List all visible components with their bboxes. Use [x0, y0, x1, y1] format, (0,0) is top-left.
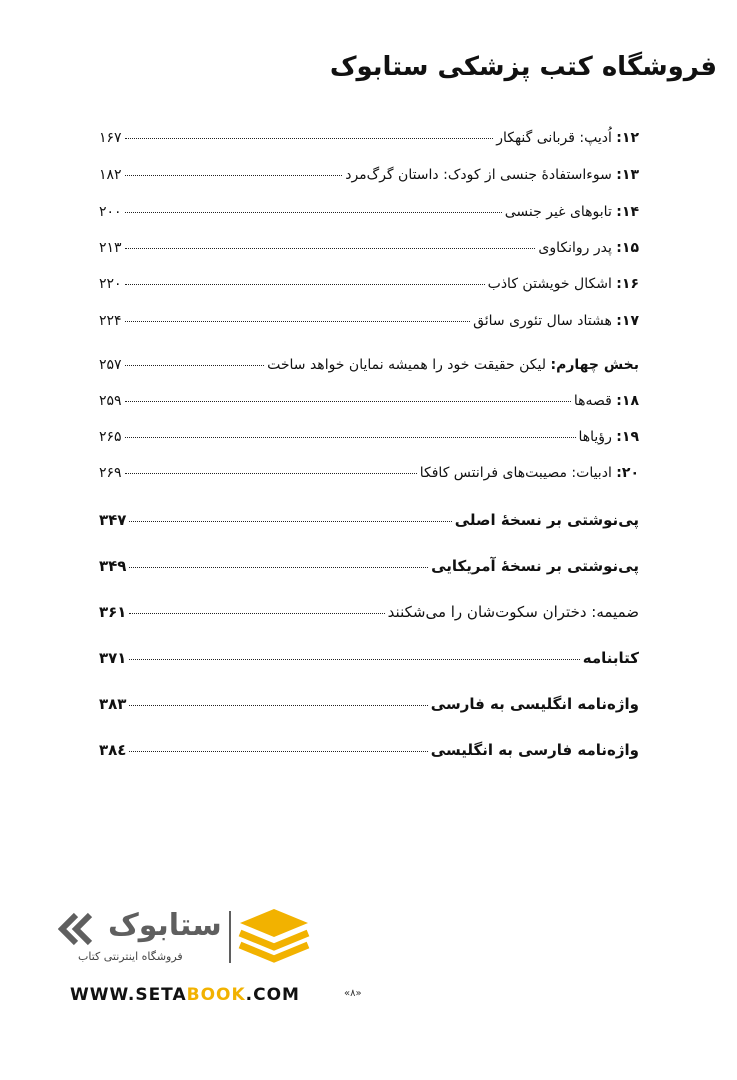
- toc-entry-page: ۳۴۷: [99, 511, 127, 529]
- toc-entry: [99, 130, 639, 146]
- toc-entry-page: ۳۶۱: [99, 603, 127, 621]
- toc-entry-number: ۱۶:: [616, 276, 639, 292]
- toc-entry-page: ۲۶۹: [99, 465, 122, 481]
- url-accent: BOOK: [186, 985, 246, 1005]
- toc-entry: [99, 204, 639, 220]
- dot-leader: [129, 567, 428, 568]
- toc-entry-page: ۲۰۰: [99, 204, 122, 220]
- toc-entry: [99, 393, 639, 409]
- toc-entry-title: پی‌نوشتی بر نسخهٔ اصلی: [454, 511, 639, 529]
- dot-leader: [129, 659, 579, 660]
- toc-entry-title: رؤیاها: [578, 429, 612, 445]
- toc-entry: [99, 649, 639, 667]
- toc-entry-number: ۱۹:: [616, 429, 639, 445]
- page-title: فروشگاه کتب پزشکی ستابوک: [329, 52, 717, 82]
- toc-entry: [99, 240, 639, 256]
- toc-entry-page: ۲۵۹: [99, 393, 122, 409]
- toc-entry: [99, 603, 639, 621]
- toc-entry-title: ضمیمه: دختران سکوت‌شان را می‌شکنند: [387, 603, 639, 621]
- dot-leader: [125, 365, 265, 366]
- toc-entry: [99, 741, 639, 759]
- logo-tagline: فروشگاه اینترنتی کتاب: [78, 950, 183, 963]
- toc-entry-number: بخش چهارم:: [550, 357, 639, 373]
- dot-leader: [125, 138, 494, 139]
- toc-entry-title: ادبیات: مصیبت‌های فرانتس کافکا: [419, 465, 612, 481]
- dot-leader: [129, 705, 427, 706]
- logo-wordmark: ستابوک: [108, 908, 222, 943]
- dot-leader: [125, 321, 471, 322]
- toc-entry-page: ۱۸۲: [99, 167, 122, 183]
- toc-entry: [99, 557, 639, 575]
- dot-leader: [129, 751, 427, 752]
- chevron-left-icon: [76, 915, 90, 943]
- toc-entry-number: ۱۳:: [616, 167, 639, 183]
- toc-entry: [99, 465, 639, 481]
- toc-entry: [99, 429, 639, 445]
- toc-entry-page: ۳۸٤: [99, 741, 127, 759]
- toc-entry: [99, 511, 639, 529]
- toc-entry-page: ۲۶۵: [99, 429, 122, 445]
- page-number: «۸»: [344, 988, 362, 999]
- toc-entry-number: ۱۴:: [616, 204, 639, 220]
- toc-entry-title: اُدیپ: قربانی گنهکار: [496, 130, 612, 146]
- toc-entry-page: ۳۷۱: [99, 649, 127, 667]
- dot-leader: [125, 248, 536, 249]
- toc-entry-page: ۲۵۷: [99, 357, 122, 373]
- toc-entry-title: هشتاد سال تئوری سائق: [473, 313, 612, 329]
- toc-entry-number: ۱۷:: [616, 313, 639, 329]
- toc-entry-title: پی‌نوشتی بر نسخهٔ آمریکایی: [431, 557, 639, 575]
- toc-entry-number: ۲۰:: [616, 465, 639, 481]
- toc-entry-title: پدر روانکاوی: [538, 240, 612, 256]
- toc-entry: [99, 167, 639, 183]
- website-url[interactable]: [70, 985, 300, 1005]
- dot-leader: [125, 175, 343, 176]
- toc-entry-title: اشکال خویشتن کاذب: [487, 276, 612, 292]
- toc-entry-title: سوءاستفادهٔ جنسی از کودک: داستان گرگ‌مرد: [345, 167, 612, 183]
- dot-leader: [129, 613, 384, 614]
- toc-entry-title: لیکن حقیقت خود را همیشه نمایان خواهد ساخت: [267, 357, 547, 373]
- url-part: .COM: [245, 985, 300, 1005]
- toc-entry: [99, 276, 639, 292]
- toc-entry-title: واژه‌نامه انگلیسی به فارسی: [430, 695, 639, 713]
- toc-entry-title: کتابنامه: [582, 649, 639, 667]
- dot-leader: [125, 212, 502, 213]
- toc-entry-number: ۱۵:: [616, 240, 639, 256]
- toc-entry-title: تابوهای غیر جنسی: [504, 204, 612, 220]
- toc-entry-number: ۱۸:: [616, 393, 639, 409]
- toc-entry: [99, 695, 639, 713]
- toc-entry-title: واژه‌نامه فارسی به انگلیسی: [430, 741, 639, 759]
- toc-entry-page: ۳۸۳: [99, 695, 127, 713]
- toc-entry: [99, 357, 639, 373]
- dot-leader: [129, 521, 451, 522]
- dot-leader: [125, 401, 571, 402]
- toc-entry-page: ۲۲۰: [99, 276, 122, 292]
- dot-leader: [125, 437, 576, 438]
- toc-entry-page: ۱۶۷: [99, 130, 122, 146]
- book-stack-icon: [240, 909, 308, 937]
- toc-entry-page: ۳۴۹: [99, 557, 127, 575]
- toc-entry-title: قصه‌ها: [573, 393, 612, 409]
- dot-leader: [125, 284, 485, 285]
- toc-entry: [99, 313, 639, 329]
- url-part: WWW.SETA: [70, 985, 187, 1005]
- dot-leader: [125, 473, 417, 474]
- toc-entry-number: ۱۲:: [616, 130, 639, 146]
- toc-entry-page: ۲۱۳: [99, 240, 122, 256]
- toc-entry-page: ۲۲۴: [99, 313, 122, 329]
